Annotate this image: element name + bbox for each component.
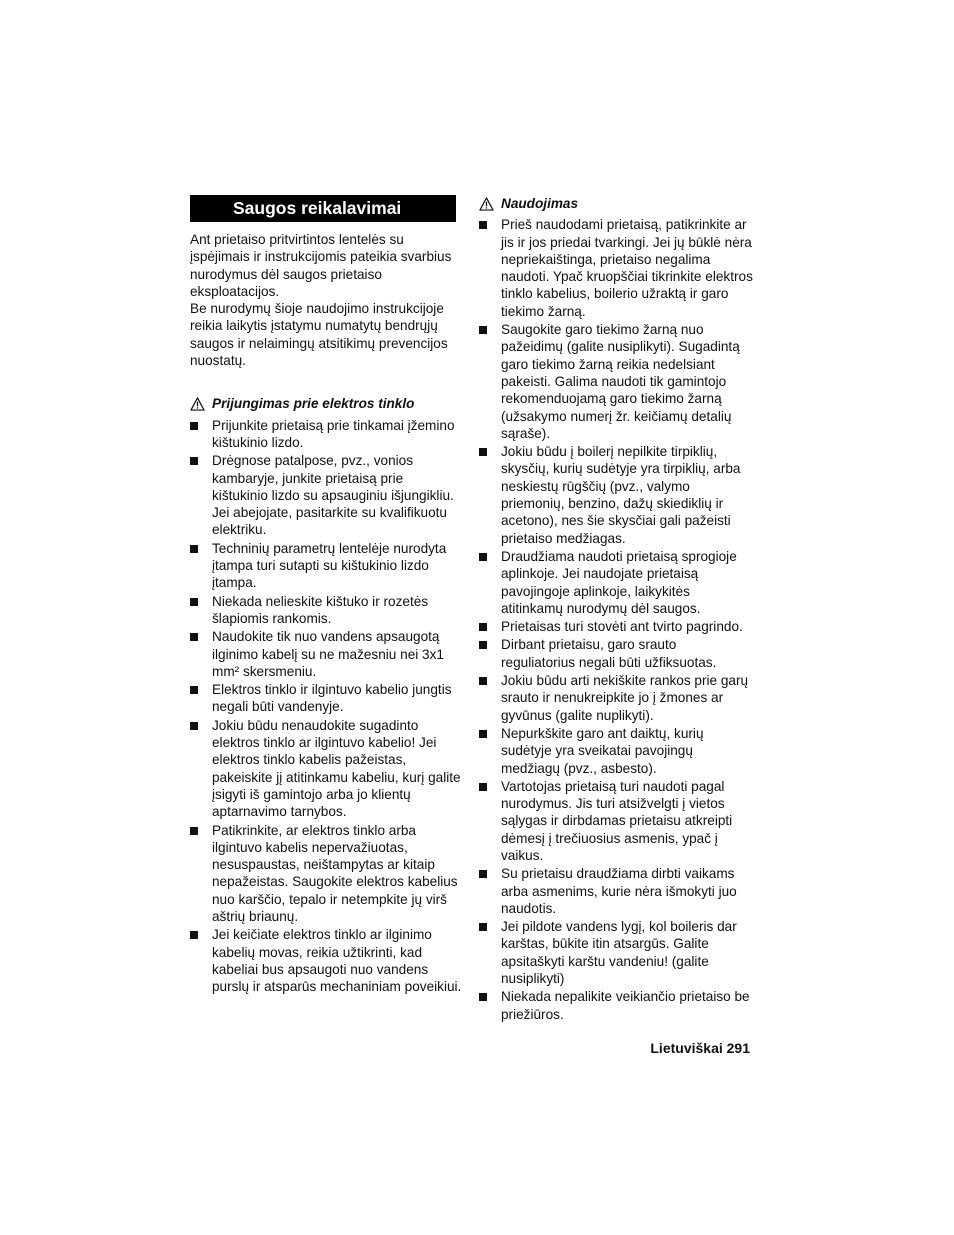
list-item: Drėgnose patalpose, pvz., vonios kambaryje, junkite prietaisą prie kištukinio lizdo su apsauginiu išjungikliu. Jei abejojate, pasitarkite su kvalifikuotu elektriku. xyxy=(190,452,462,538)
bullet-square-icon xyxy=(479,783,487,791)
usage-heading xyxy=(479,195,753,212)
list-item: Prijunkite prietaisą prie tinkamai įžemino kištukinio lizdo. xyxy=(190,417,462,452)
list-item: Vartotojas prietaisą turi naudoti pagal nurodymus. Jis turi atsižvelgti į vietos sąlygas ir dirbdamas prietaisu atkreipti dėmesį į trečiuosius asmenis, ypač į vaikus. xyxy=(479,778,753,864)
electrical-safety-list xyxy=(190,417,462,996)
list-item: Draudžiama naudoti prietaisą sprogioje aplinkoje. Jei naudojate prietaisą pavojingoje aplinkoje, laikykitės atitinkamų nurodymų dėl saugos. xyxy=(479,548,753,617)
section-heading-label: Naudojimas xyxy=(501,196,579,211)
bullet-square-icon xyxy=(479,448,487,456)
bullet-square-icon xyxy=(479,326,487,334)
bullet-square-icon xyxy=(479,677,487,685)
bullet-square-icon xyxy=(479,730,487,738)
intro-paragraph: Ant prietaiso pritvirtintos lentelės su įspėjimais ir instrukcijomis pateikia svarbius nurodymus dėl saugos prietaiso eksploatacijos. xyxy=(190,232,452,299)
list-item: Jokiu būdu arti nekiškite rankos prie garų srauto ir nenukreipkite jo į žmones ar gyvūnus (galite nuplikyti). xyxy=(479,672,753,724)
bullet-square-icon xyxy=(479,923,487,931)
bullet-square-icon xyxy=(190,422,198,430)
list-item: Dirbant prietaisu, garo srauto reguliatorius negali būti užfiksuotas. xyxy=(479,636,753,671)
right-column xyxy=(479,195,753,1024)
list-item: Niekada nepalikite veikiančio prietaiso be priežiūros. xyxy=(479,988,753,1023)
bullet-square-icon xyxy=(479,221,487,229)
list-item: Elektros tinklo ir ilgintuvo kabelio jungtis negali būti vandenyje. xyxy=(190,681,462,716)
list-item: Naudokite tik nuo vandens apsaugotą ilginimo kabelį su ne mažesniu nei 3x1 mm² skersmeniu. xyxy=(190,628,462,680)
bullet-square-icon xyxy=(479,993,487,1001)
intro-text xyxy=(190,231,462,369)
list-item: Jei keičiate elektros tinklo ar ilginimo kabelių movas, reikia užtikrinti, kad kabeliai bus apsaugoti nuo vandens purslų ir atsparūs mechaniniam poveikiui. xyxy=(190,926,462,995)
section-title: Saugos reikalavimai xyxy=(190,195,456,222)
bullet-square-icon xyxy=(479,623,487,631)
bullet-square-icon xyxy=(190,827,198,835)
usage-safety-list xyxy=(479,216,753,1023)
bullet-square-icon xyxy=(190,633,198,641)
left-column xyxy=(190,195,462,996)
section-heading-label: Prijungimas prie elektros tinklo xyxy=(212,396,415,412)
list-item: Saugokite garo tiekimo žarną nuo pažeidimų (galite nusiplikyti). Sugadintą garo tiekimo žarną reikia nedelsiant pakeisti. Galima naudoti tik gamintojo rekomenduojamą garo tiekimo žarną (užsakymo numerį žr. keičiamų detalių sąraše). xyxy=(479,321,753,442)
list-item: Niekada nelieskite kištuko ir rozetės šlapiomis rankomis. xyxy=(190,593,462,628)
warning-icon xyxy=(190,397,205,411)
bullet-square-icon xyxy=(479,553,487,561)
list-item: Jei pildote vandens lygį, kol boileris dar karštas, būkite itin atsargūs. Galite apsitaškyti karštu vandeniu! (galite nusiplikyti) xyxy=(479,918,753,987)
list-item: Prietaisas turi stovėti ant tvirto pagrindo. xyxy=(479,618,753,635)
warning-icon xyxy=(479,197,494,211)
bullet-square-icon xyxy=(190,457,198,465)
electrical-connection-heading xyxy=(190,395,462,412)
list-item: Su prietaisu draudžiama dirbti vaikams arba asmenims, kurie nėra išmokyti juo naudotis. xyxy=(479,865,753,917)
bullet-square-icon xyxy=(190,686,198,694)
bullet-square-icon xyxy=(479,641,487,649)
list-item: Nepurkškite garo ant daiktų, kurių sudėtyje yra sveikatai pavojingų medžiagų (pvz., asbesto). xyxy=(479,725,753,777)
bullet-square-icon xyxy=(190,545,198,553)
bullet-square-icon xyxy=(479,870,487,878)
list-item: Patikrinkite, ar elektros tinklo arba ilgintuvo kabelis nepervažiuotas, nesuspaustas, neištampytas ar kitaip nepažeistas. Saugokite elektros kabelius nuo karščio, tepalo ir netempkite jų virš aštrių briaunų. xyxy=(190,822,462,926)
list-item: Jokiu būdu nenaudokite sugadinto elektros tinklo ar ilgintuvo kabelio! Jei elektros tinklo kabelis pažeistas, pakeiskite jį atitinkamu kabeliu, kurį galite įsigyti iš gamintojo arba jo klientų aptarnavimo tarnybos. xyxy=(190,717,462,821)
list-item: Techninių parametrų lentelėje nurodyta įtampa turi sutapti su kištukinio lizdo įtampa. xyxy=(190,540,462,592)
intro-paragraph: Be nurodymų šioje naudojimo instrukcijoje reikia laikytis įstatymu numatytų bendrųjų saugos ir nelaimingų atsitikimų prevencijos nuostatų. xyxy=(190,301,448,369)
bullet-square-icon xyxy=(190,931,198,939)
list-item: Prieš naudodami prietaisą, patikrinkite ar jis ir jos priedai tvarkingi. Jei jų būklė nėra nepriekaištinga, prietaiso negalima naudoti. Ypač kruopščiai tikrinkite elektros tinklo kabelius, boilerio užraktą ir garo tiekimo žarną. xyxy=(479,216,753,320)
list-item: Jokiu būdu į boilerį nepilkite tirpiklių, skysčių, kurių sudėtyje yra tirpiklių, arba neskiestų rūgščių (pvz., valymo priemonių, benzino, dažų skiediklių ir acetono), nes šie skysčiai gali pažeisti prietaiso medžiagas. xyxy=(479,443,753,547)
page-footer: Lietuviškai 291 xyxy=(650,1040,750,1056)
bullet-square-icon xyxy=(190,722,198,730)
bullet-square-icon xyxy=(190,598,198,606)
